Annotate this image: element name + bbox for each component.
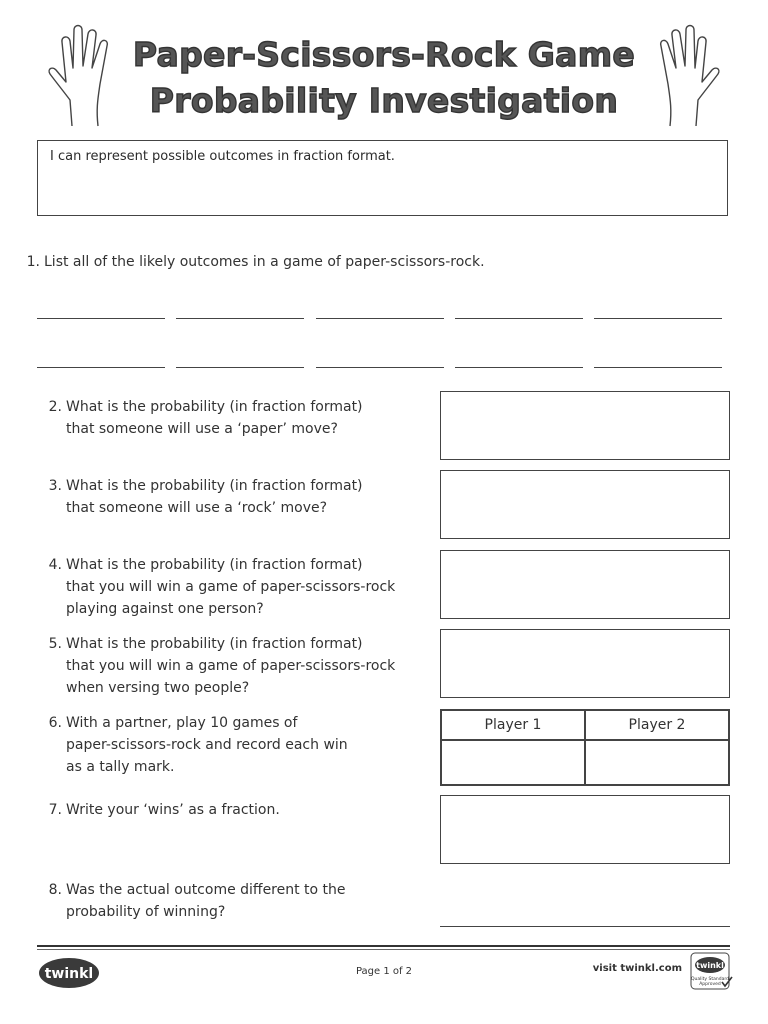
footer-divider bbox=[37, 945, 730, 947]
question-number: 4. bbox=[48, 557, 62, 573]
page-title-line-1: Paper-Scissors-Rock Game bbox=[132, 35, 636, 74]
question-4 bbox=[42, 554, 432, 624]
question-number: 2. bbox=[48, 399, 62, 415]
quality-standard-badge-icon bbox=[690, 952, 734, 992]
page-number: Page 1 of 2 bbox=[355, 966, 413, 977]
answer-line[interactable] bbox=[316, 318, 444, 319]
question-text: What is the probability (in fraction format) that you will win a game of paper-scissors-rock when versing two people? bbox=[66, 636, 396, 696]
answer-line[interactable] bbox=[594, 318, 722, 319]
question-text: What is the probability (in fraction format) that someone will use a ‘rock’ move? bbox=[66, 478, 363, 516]
tally-header-player-2: Player 2 bbox=[585, 710, 729, 740]
answer-lines-row-2 bbox=[37, 367, 722, 368]
question-text: What is the probability (in fraction format) that someone will use a ‘paper’ move? bbox=[66, 399, 363, 437]
question-2 bbox=[42, 396, 432, 446]
question-text: What is the probability (in fraction format) that you will win a game of paper-scissors-rock playing against one person? bbox=[66, 557, 396, 617]
question-text: List all of the likely outcomes in a game of paper-scissors-rock. bbox=[44, 254, 485, 270]
question-3 bbox=[42, 475, 432, 525]
question-number: 5. bbox=[48, 636, 62, 652]
question-number: 6. bbox=[48, 715, 62, 731]
answer-line[interactable] bbox=[37, 367, 165, 368]
question-number: 3. bbox=[48, 478, 62, 494]
tally-cell-player-1[interactable] bbox=[441, 740, 585, 785]
question-5 bbox=[42, 633, 432, 703]
answer-box-7[interactable] bbox=[440, 795, 730, 864]
answer-box-2[interactable] bbox=[440, 391, 730, 460]
footer-divider-thin bbox=[37, 949, 730, 950]
badge-line-2: Approved bbox=[699, 982, 721, 987]
answer-line-8[interactable] bbox=[440, 926, 730, 927]
answer-line[interactable] bbox=[176, 367, 304, 368]
question-number: 1. bbox=[26, 254, 40, 270]
question-text: Was the actual outcome different to the probability of winning? bbox=[66, 882, 346, 920]
twinkl-logo-text: twinkl bbox=[44, 966, 94, 982]
answer-line[interactable] bbox=[594, 367, 722, 368]
answer-box-5[interactable] bbox=[440, 629, 730, 698]
answer-box-3[interactable] bbox=[440, 470, 730, 539]
badge-logo-text: twinkl bbox=[696, 961, 724, 970]
answer-line[interactable] bbox=[455, 367, 583, 368]
answer-line[interactable] bbox=[316, 367, 444, 368]
question-8 bbox=[42, 879, 432, 929]
question-6 bbox=[42, 712, 432, 782]
answer-line[interactable] bbox=[176, 318, 304, 319]
tally-cell-player-2[interactable] bbox=[585, 740, 729, 785]
visit-link[interactable]: visit twinkl.com bbox=[592, 963, 682, 974]
page-title-line-2: Probability Investigation bbox=[149, 81, 619, 120]
answer-box-4[interactable] bbox=[440, 550, 730, 619]
answer-lines-row-1 bbox=[37, 318, 722, 319]
question-text: With a partner, play 10 games of paper-scissors-rock and record each win as a tally mark. bbox=[66, 715, 348, 775]
question-number: 7. bbox=[48, 802, 62, 818]
question-number: 8. bbox=[48, 882, 62, 898]
learning-objective-text: I can represent possible outcomes in fraction format. bbox=[50, 149, 395, 164]
question-text: Write your ‘wins’ as a fraction. bbox=[66, 802, 280, 818]
answer-line[interactable] bbox=[455, 318, 583, 319]
badge-line-1: Quality Standard bbox=[691, 977, 729, 982]
tally-table bbox=[440, 709, 730, 786]
learning-objective-box bbox=[37, 140, 728, 216]
answer-line[interactable] bbox=[37, 318, 165, 319]
question-7 bbox=[42, 799, 432, 825]
tally-header-player-1: Player 1 bbox=[441, 710, 585, 740]
